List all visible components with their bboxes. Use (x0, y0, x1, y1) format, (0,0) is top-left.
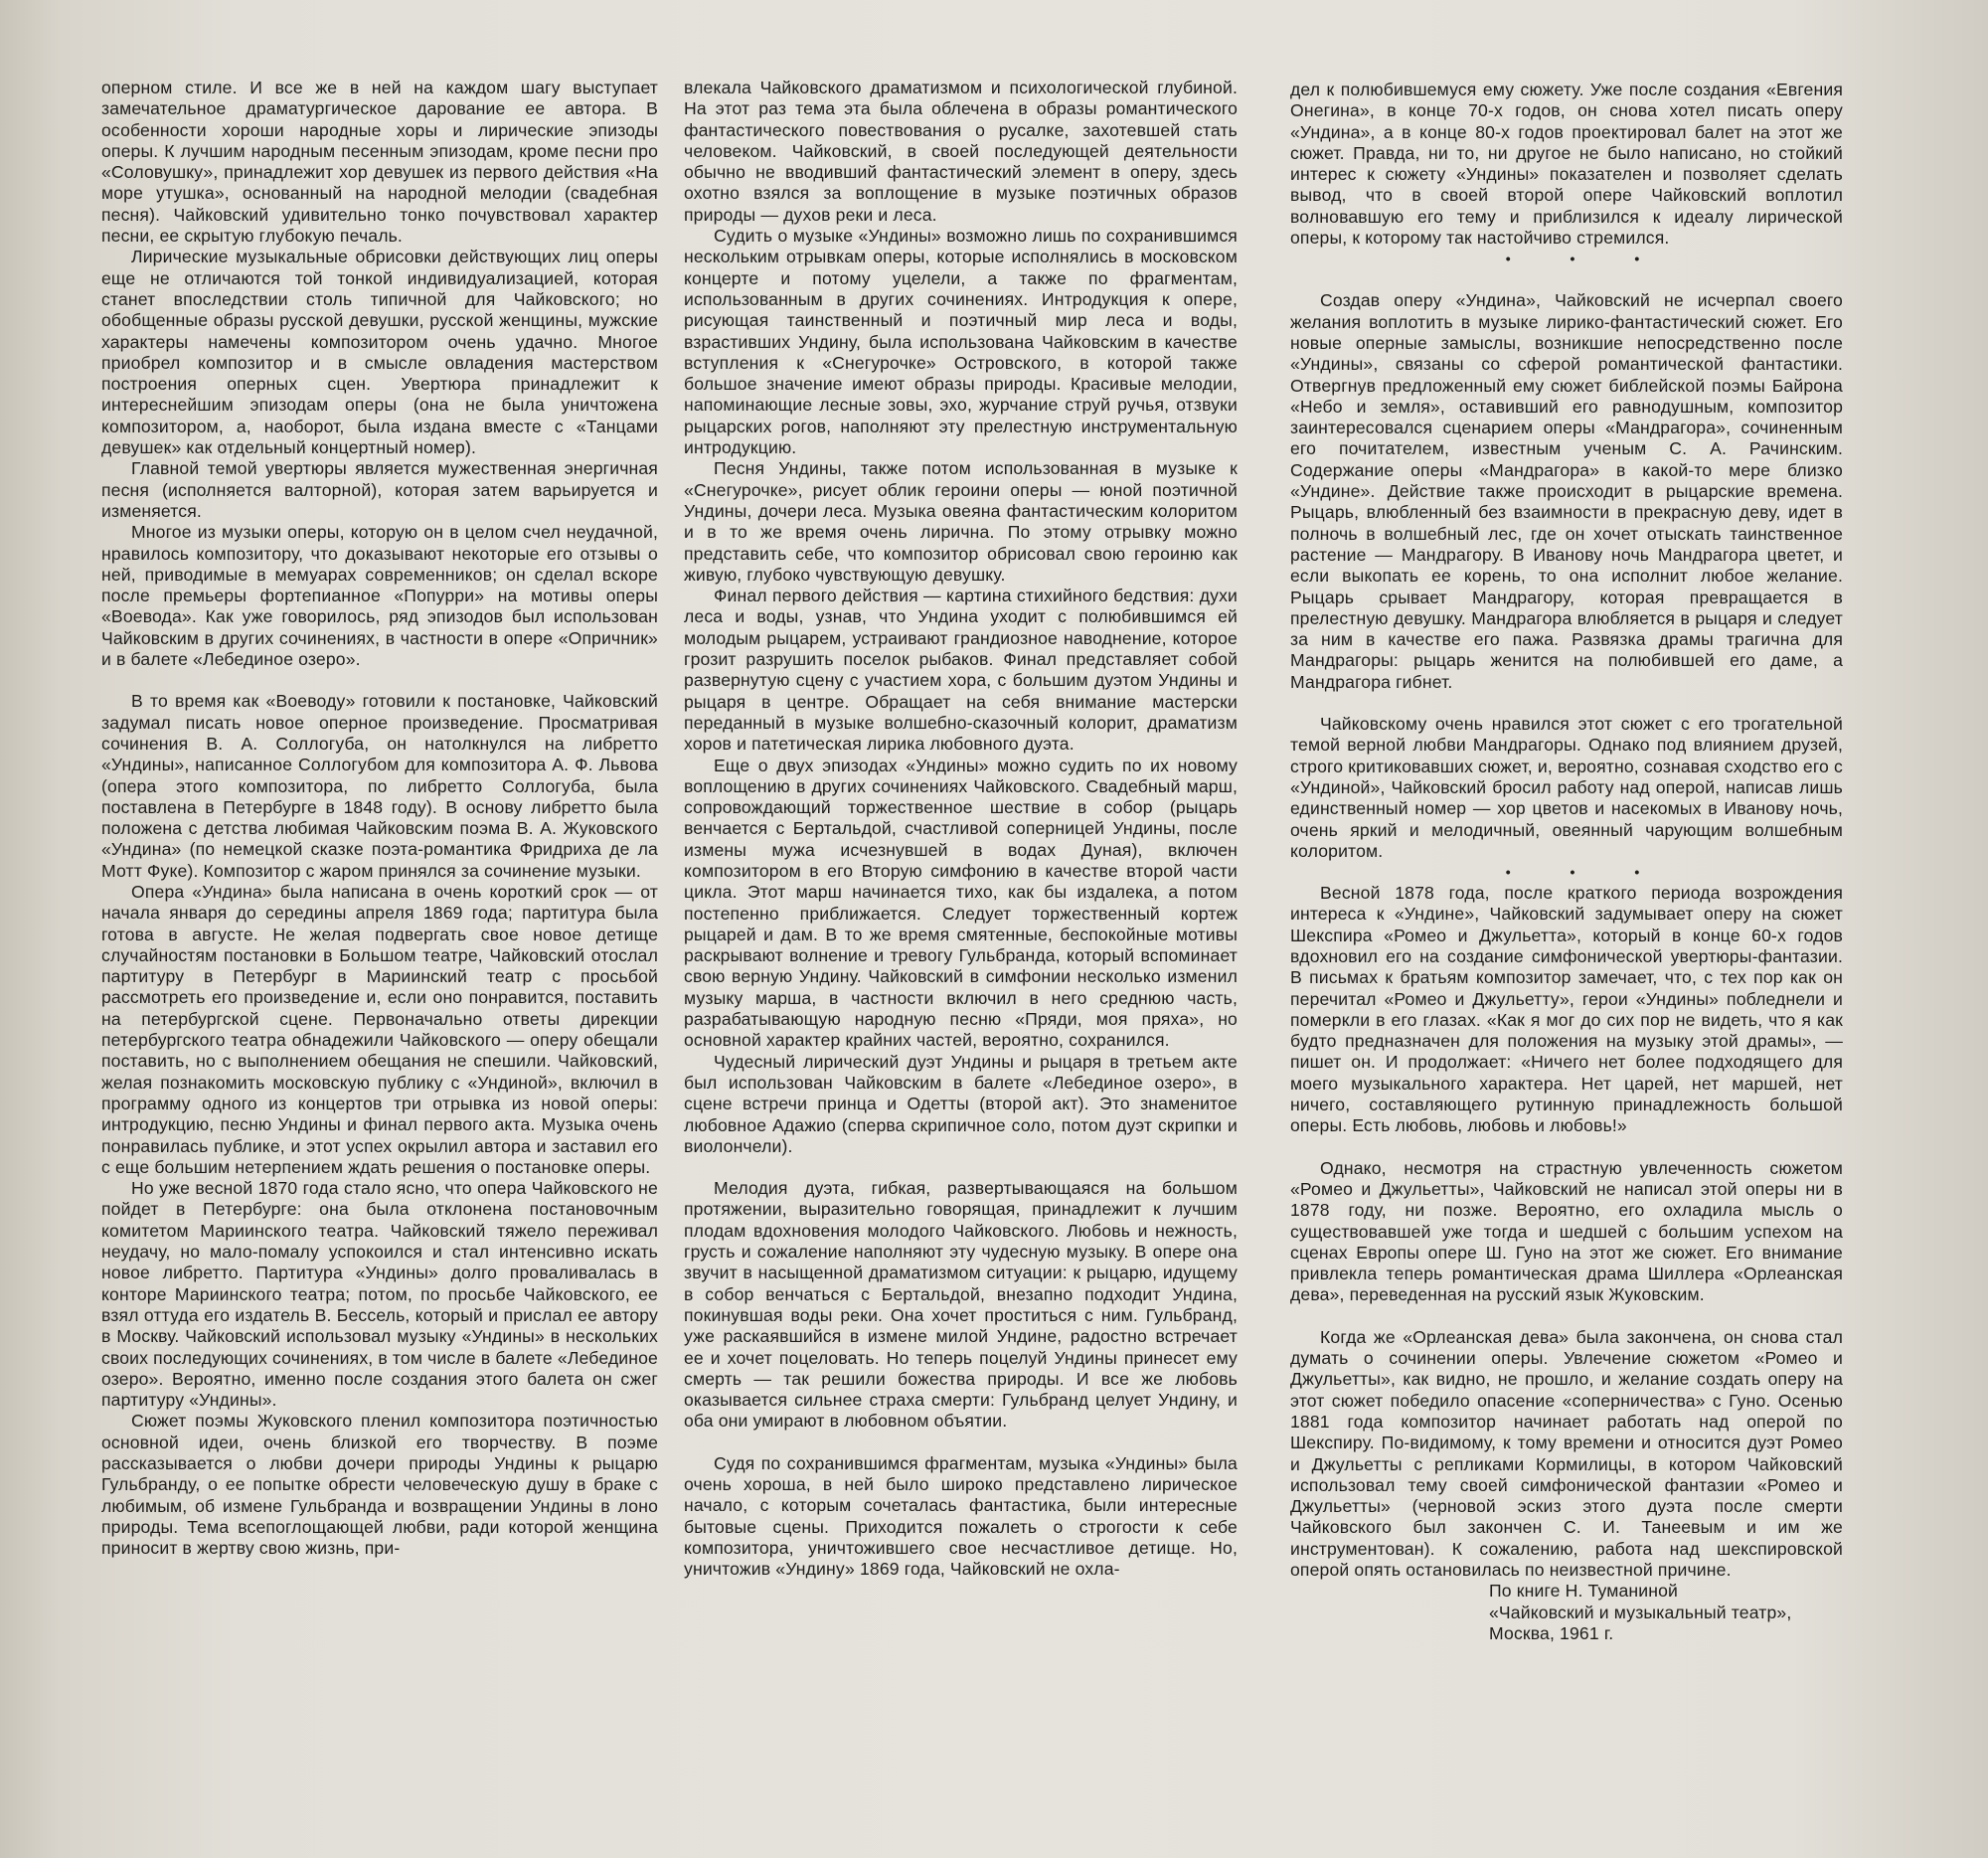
section-separator: • • • (1505, 864, 1668, 881)
paragraph: Чайковскому очень нравился этот сюжет с его трогательной темой верной любви Мандрагоры. Однако под влиянием друзей, строго критиковавших сюжет, и, вероятно, сознавая сходство его с «Ундиной», Чайковский бросил работу над оперой, написав лишь единственный номер — хор цветов и насекомых в Иванову ночь, очень яркий и мелодичный, овеянный чарующим волшебным колоритом. (1290, 714, 1843, 861)
citation-line: Москва, 1961 г. (1489, 1622, 1614, 1643)
paragraph: Чудесный лирический дуэт Ундины и рыцаря в третьем акте был использован Чайковским в балете «Лебединое озеро», в сцене встречи принца и Одетты (второй акт). Это знаменитое любовное Адажио (сперва скрипичное соло, потом дуэт скрипки и виолончели). (684, 1051, 1238, 1156)
paragraph: влекала Чайковского драматизмом и психологической глубиной. На этот раз тема эта была облечена в образы романтического фантастического повествования о русалке, захотевшей стать человеком. Чайковский, в своей последующей деятельности обычно не вводивший фантастический элемент в оперу, здесь охотно взялся за воплощение в музыке поэтичных образов природы — духов реки и леса. (684, 78, 1238, 225)
text-column-3 (1290, 80, 1843, 1644)
paragraph: Многое из музыки оперы, которую он в целом счел неудачной, нравилось композитору, что доказывают некоторые его отзывы о ней, приводимые в мемуарах современников; он сделал вскоре после премьеры фортепианное «Попурри» на мотивы оперы «Воевода». Как уже говорилось, ряд эпизодов был использован Чайковским в других сочинениях, в частности в опере «Опричник» и в балете «Лебединое озеро». (101, 522, 658, 670)
text-column-1 (101, 78, 658, 1559)
paragraph: Судя по сохранившимся фрагментам, музыка «Ундины» была очень хороша, в ней было широко представлено лирическое начало, с которым сочеталась фантастика, были интересные бытовые сцены. Приходится пожалеть о строгости к себе композитора, уничтожившего свое несчастливое детище. Но, уничтожив «Ундину» 1869 года, Чайковский не охла- (684, 1452, 1238, 1580)
citation-line: «Чайковский и музыкальный театр», (1489, 1602, 1792, 1622)
paragraph: Но уже весной 1870 года стало ясно, что опера Чайковского не пойдет в Петербурге: она была отклонена постановочным комитетом Мариинского театра. Чайковский тяжело переживал неудачу, но мало-помалу успокоился и стал интенсивно искать новое либретто. Партитура «Ундины» долго проваливалась в конторе Мариинского театра; потом, по просьбе Чайковского, ее взял оттуда его издатель В. Бессель, который и прислал ее автору в Москву. Чайковский использовал музыку «Ундины» в нескольких своих последующих сочинениях, в том числе в балете «Лебединое озеро». Вероятно, именно после создания этого балета он сжег партитуру «Ундины». (101, 1178, 658, 1411)
paragraph: Однако, несмотря на страстную увлеченность сюжетом «Ромео и Джульетты», Чайковский не написал этой оперы ни в 1878 году, ни позже. Вероятно, его охладила мысль о существовавшей уже тогда и шедшей с большим успехом на сценах Европы опере Ш. Гуно на этот же сюжет. Его внимание привлекла теперь романтическая драма Шиллера «Орлеанская дева», переведенная на русский язык Жуковским. (1290, 1157, 1843, 1305)
paragraph: В то время как «Воеводу» готовили к постановке, Чайковский задумал писать новое оперное произведение. Просматривая сочинения В. А. Соллогуба, он натолкнулся на либретто «Ундины», написанное Соллогубом для композитора А. Ф. Львова (опера этого композитора, по либретто Соллогуба, была поставлена в Петербурге в 1848 году). В основу либретто была положена с детства любимая Чайковским поэма В. А. Жуковского «Ундина» (по немецкой сказке поэта-романтика Фридриха де ла Мотт Фуке). Композитор с жаром принялся за сочинение музыки. (101, 691, 658, 881)
paragraph: Еще о двух эпизодах «Ундины» можно судить по их новому воплощению в других сочинениях Чайковского. Свадебный марш, сопровождающий торжественное шествие в собор (рыцарь венчается с Бертальдой, счастливой соперницей Ундины, после измены мужа исчезнувшей в водах Дуная), включен композитором в его Вторую симфонию в качестве второй части цикла. Этот марш начинается тихо, как бы издалека, а потом постепенно приближается. Следует торжественный кортеж рыцарей и дам. В то же время смятенные, беспокойные мотивы раскрывают волнение и тревогу Гульбранда, который вспоминает свою верную Ундину. Чайковский в симфонии несколько изменил музыку марша, в частности включил в него среднюю часть, разрабатывающую народную песню «Пряди, моя пряха», но основной характер крайних частей, вероятно, сохранился. (684, 755, 1238, 1051)
citation-line: По книге Н. Туманиной (1489, 1581, 1679, 1602)
source-citation (1489, 1581, 1843, 1644)
paragraph: оперном стиле. И все же в ней на каждом шагу выступает замечательное драматургическое дарование ее автора. В особенности хороши народные хоры и лирические эпизоды оперы. К лучшим народным песенным эпизодам, кроме песни про «Соловушку», принадлежит хор девушек из первого действия «На море утушка», основанный на народной мелодии (свадебная песня). Чайковский удивительно тонко почувствовал характер песни, ее скрытую глубокую печаль. (101, 78, 658, 247)
paragraph: Сюжет поэмы Жуковского пленил композитора поэтичностью основной идеи, очень близкой его творчеству. В поэме рассказывается о любви дочери природы Ундины к рыцарю Гульбранду, о ее попытке обрести человеческую душу в браке с любимым, об измене Гульбранда и возвращении Ундины в лоно природы. Тема всепоглощающей любви, ради которой женщина приносит в жертву свою жизнь, при- (101, 1411, 658, 1559)
paragraph: Судить о музыке «Ундины» возможно лишь по сохранившимся нескольким отрывкам оперы, которые исполнялись в московском концерте и потому уцелели, а также по фрагментам, использованным в других сочинениях. Интродукция к опере, рисующая таинственный и поэтичный мир леса и воды, взрастивших Ундину, была использована Чайковским в качестве вступления к «Снегурочке» Островского, в которой также большое значение имеют образы природы. Красивые мелодии, напоминающие лесные зовы, эхо, журчание струй ручья, отзвуки рыцарских рогов, наполняют эту прелестную инструментальную интродукцию. (684, 226, 1238, 458)
paragraph: дел к полюбившемуся ему сюжету. Уже после создания «Евгения Онегина», в конце 70-х годов, он снова хотел писать оперу «Ундина», а в конце 80-х годов проектировал балет на этот же сюжет. Правда, ни то, ни другое не было написано, но стойкий интерес к сюжету «Ундины» показателен и позволяет сделать вывод, что в своей второй опере Чайковский воплотил волновавшую его тему и приблизился к идеалу лирической оперы, к которому так настойчиво стремился. (1290, 80, 1843, 249)
paragraph: Весной 1878 года, после краткого периода возрождения интереса к «Ундине», Чайковский задумывает оперу на сюжет Шекспира «Ромео и Джульетта», который в конце 60-х годов вдохновил его на создание симфонической увертюры-фантазии. В письмах к братьям композитор замечает, что, с тех пор как он перечитал «Ромео и Джульетту», герои «Ундины» побледнели и померкли в его глазах. «Как я мог до сих пор не видеть, что я как будто предназначен для положения на музыку этой драмы», — пишет он. И продолжает: «Ничего нет более подходящего для моего музыкального характера. Нет царей, нет маршей, нет ничего, составляющего рутинную принадлежность большой оперы. Есть любовь, любовь и любовь!» (1290, 883, 1843, 1136)
paragraph: Когда же «Орлеанская дева» была закончена, он снова стал думать о сочинении оперы. Увлечение сюжетом «Ромео и Джульетты», как видно, не прошло, и желание создать оперу на этот сюжет победило опасение «соперничества» с Гуно. Осенью 1881 года композитор начинает работать над оперой по Шекспиру. По-видимому, к тому времени и относится дуэт Ромео и Джульетты с репликами Кормилицы, в котором Чайковский использовал тему своей симфонической фантазии «Ромео и Джульетты» (черновой эскиз этого дуэта после смерти Чайковского был закончен С. И. Танеевым и им же инструментован). К сожалению, работа над шекспировской оперой опять остановилась по неизвестной причине. (1290, 1326, 1843, 1580)
paragraph: Песня Ундины, также потом использованная в музыке к «Снегурочке», рисует облик героини оперы — юной поэтичной Ундины, дочери леса. Музыка овеяна фантастическим колоритом и в то же время очень лирична. По этому отрывку можно представить себе, что композитор обрисовал свою героиню как живую, глубоко чувствующую девушку. (684, 458, 1238, 585)
paragraph: Мелодия дуэта, гибкая, развертывающаяся на большом протяжении, выразительно говорящая, принадлежит к лучшим плодам вдохновения молодого Чайковского. Любовь и нежность, грусть и сожаление наполняют эту чудесную музыку. В опере она звучит в насыщенной драматизмом ситуации: к рыцарю, идущему в собор венчаться с Бертальдой, внезапно подходит Ундина, покинувшая воды реки. Она хочет проститься с ним. Гульбранд, уже раскаявшийся в измене милой Ундине, радостно встречает ее и хочет поцеловать. Но теперь поцелуй Ундины принесет ему смерть — так решили божества природы. И все же любовь оказывается сильнее страха смерти: Гульбранд целует Ундину, и оба они умирают в любовном объятии. (684, 1178, 1238, 1432)
text-column-2 (684, 78, 1238, 1580)
paragraph: Главной темой увертюры является мужественная энергичная песня (исполняется валторной), которая затем варьируется и изменяется. (101, 458, 658, 521)
paragraph: Финал первого действия — картина стихийного бедствия: духи леса и воды, узнав, что Ундина уходит с полюбившимся ей молодым рыцарем, устраивают грандиозное наводнение, которое грозит разрушить поселок рыбаков. Финал представляет собой развернутую сцену с участием хора, с большим дуэтом Ундины и рыцаря в центре. Обращает на себя внимание мастерски переданный в музыке волшебно-сказочный колорит, драматизм хоров и патетическая лирика любовного дуэта. (684, 586, 1238, 755)
section-separator: • • • (1505, 251, 1668, 267)
paragraph: Лирические музыкальные обрисовки действующих лиц оперы еще не отличаются той тонкой индивидуализацией, которая станет впоследствии столь типичной для Чайковского; но обобщенные образы русской девушки, русской женщины, мужские характеры намечены композитором очень удачно. Многое приобрел композитор и в смысле овладения мастерством построения оперных сцен. Увертюра принадлежит к интереснейшим эпизодам оперы (она не была уничтожена композитором, а, наоборот, была издана вместе с «Танцами девушек» как отдельный концертный номер). (101, 247, 658, 458)
paragraph: Создав оперу «Ундина», Чайковский не исчерпал своего желания воплотить в музыке лирико-фантастический сюжет. Его новые оперные замыслы, возникшие непосредственно после «Ундины», связаны со сферой романтической фантастики. Отвергнув предложенный ему сюжет библейской поэмы Байрона «Небо и земля», оставивший его равнодушным, композитор заинтересовался сценарием оперы «Мандрагора», сочиненным его почитателем, известным ученым С. А. Рачинским. Содержание оперы «Мандрагора» в какой-то мере близко «Ундине». Действие также происходит в рыцарские времена. Рыцарь, влюбленный без взаимности в прекрасную деву, идет в полночь в волшебный лес, где он хочет отыскать таинственное растение — Мандрагору. В Иванову ночь Мандрагора цветет, и если выкопать ее корень, то она исполнит любое желание. Рыцарь срывает Мандрагору, которая превращается в прелестную девушку. Мандрагора влюбляется в рыцаря и следует за ним в качестве его пажа. Развязка драмы трагична для Мандрагоры: рыцарь женится на полюбившей его даме, а Мандрагора гибнет. (1290, 290, 1843, 692)
paragraph: Опера «Ундина» была написана в очень короткий срок — от начала января до середины апреля 1869 года; партитура была готова в августе. Не желая подвергать свое новое детище случайностям постановки в Большом театре, Чайковский отослал партитуру в Петербург в Мариинский театр с просьбой рассмотреть его произведение и, если оно понравится, поставить на петербургской сцене. Первоначально ответы дирекции петербургского театра обнадежили Чайковского — оперу обещали поставить, но с выполнением обещания не спешили. Чайковский, желая познакомить московскую публику с «Ундиной», включил в программу одного из концертов три отрывка из новой оперы: интродукцию, песню Ундины и финал первого акта. Музыка очень понравилась публике, и этот успех окрылил автора и заставил его с еще большим нетерпением ждать решения о постановке оперы. (101, 881, 658, 1177)
